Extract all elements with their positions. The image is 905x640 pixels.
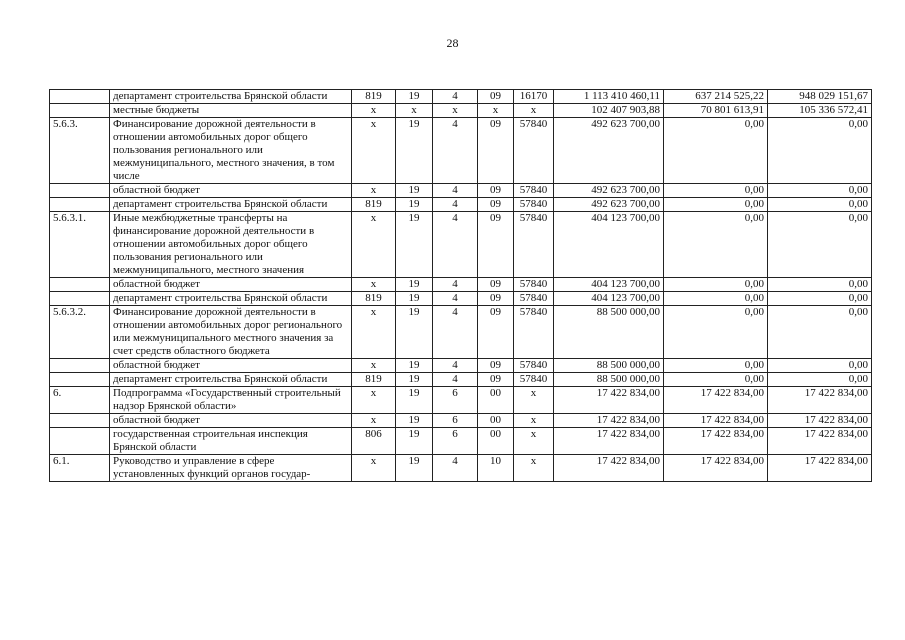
grbs-code-cell: х bbox=[352, 278, 396, 292]
grbs-code-cell: х bbox=[352, 455, 396, 482]
row-number-cell: 5.6.3.1. bbox=[50, 212, 110, 278]
subsection-code-cell: 4 bbox=[433, 278, 478, 292]
subprogram-code-cell: 00 bbox=[478, 428, 514, 455]
row-number-cell: 6.1. bbox=[50, 455, 110, 482]
subprogram-code-cell: 09 bbox=[478, 118, 514, 184]
amount-year-3-cell: 0,00 bbox=[768, 306, 872, 359]
section-code-cell: 19 bbox=[396, 359, 433, 373]
amount-year-2-cell: 0,00 bbox=[664, 278, 768, 292]
amount-year-3-cell: 0,00 bbox=[768, 198, 872, 212]
grbs-code-cell: х bbox=[352, 387, 396, 414]
amount-year-1-cell: 492 623 700,00 bbox=[554, 198, 664, 212]
amount-year-3-cell: 17 422 834,00 bbox=[768, 455, 872, 482]
table-row bbox=[50, 104, 872, 118]
amount-year-3-cell: 0,00 bbox=[768, 359, 872, 373]
row-number-cell bbox=[50, 278, 110, 292]
amount-year-1-cell: 88 500 000,00 bbox=[554, 359, 664, 373]
measure-code-cell: х bbox=[514, 414, 554, 428]
table-row bbox=[50, 292, 872, 306]
amount-year-1-cell: 17 422 834,00 bbox=[554, 414, 664, 428]
row-name-cell: областной бюджет bbox=[110, 414, 352, 428]
amount-year-3-cell: 0,00 bbox=[768, 373, 872, 387]
row-name-cell: местные бюджеты bbox=[110, 104, 352, 118]
subsection-code-cell: 4 bbox=[433, 198, 478, 212]
row-number-cell bbox=[50, 198, 110, 212]
table-row bbox=[50, 90, 872, 104]
measure-code-cell: х bbox=[514, 104, 554, 118]
measure-code-cell: 57840 bbox=[514, 278, 554, 292]
row-name-cell: областной бюджет bbox=[110, 278, 352, 292]
amount-year-3-cell: 105 336 572,41 bbox=[768, 104, 872, 118]
page-number: 28 bbox=[446, 36, 459, 50]
subsection-code-cell: 4 bbox=[433, 373, 478, 387]
table-row bbox=[50, 198, 872, 212]
measure-code-cell: 57840 bbox=[514, 359, 554, 373]
subsection-code-cell: 4 bbox=[433, 455, 478, 482]
section-code-cell: 19 bbox=[396, 292, 433, 306]
section-code-cell: 19 bbox=[396, 455, 433, 482]
subsection-code-cell: 4 bbox=[433, 212, 478, 278]
row-name-cell: Финансирование дорожной деятельности в отношении автомобильных дорог общего пользования регионального или межмуниципального, местного значения, в том числе bbox=[110, 118, 352, 184]
row-name-cell: Иные межбюджетные трансферты на финансирование дорожной деятельности в отношении автомобильных дорог общего пользования регионального или межмуниципального, местного значения bbox=[110, 212, 352, 278]
amount-year-2-cell: 0,00 bbox=[664, 292, 768, 306]
section-code-cell: 19 bbox=[396, 118, 433, 184]
subsection-code-cell: 4 bbox=[433, 118, 478, 184]
amount-year-2-cell: 0,00 bbox=[664, 184, 768, 198]
section-code-cell: х bbox=[396, 104, 433, 118]
section-code-cell: 19 bbox=[396, 387, 433, 414]
row-number-cell bbox=[50, 184, 110, 198]
row-number-cell bbox=[50, 414, 110, 428]
amount-year-1-cell: 88 500 000,00 bbox=[554, 306, 664, 359]
subprogram-code-cell: 09 bbox=[478, 278, 514, 292]
measure-code-cell: х bbox=[514, 455, 554, 482]
subsection-code-cell: 4 bbox=[433, 292, 478, 306]
section-code-cell: 19 bbox=[396, 90, 433, 104]
table-row bbox=[50, 306, 872, 359]
amount-year-1-cell: 88 500 000,00 bbox=[554, 373, 664, 387]
subsection-code-cell: 6 bbox=[433, 387, 478, 414]
grbs-code-cell: х bbox=[352, 359, 396, 373]
subsection-code-cell: 6 bbox=[433, 428, 478, 455]
amount-year-1-cell: 102 407 903,88 bbox=[554, 104, 664, 118]
row-name-cell: департамент строительства Брянской области bbox=[110, 90, 352, 104]
row-number-cell bbox=[50, 373, 110, 387]
amount-year-3-cell: 17 422 834,00 bbox=[768, 387, 872, 414]
row-name-cell: департамент строительства Брянской области bbox=[110, 198, 352, 212]
amount-year-2-cell: 0,00 bbox=[664, 373, 768, 387]
amount-year-1-cell: 404 123 700,00 bbox=[554, 292, 664, 306]
table-row bbox=[50, 428, 872, 455]
subsection-code-cell: 6 bbox=[433, 414, 478, 428]
subsection-code-cell: 4 bbox=[433, 306, 478, 359]
table-row bbox=[50, 278, 872, 292]
measure-code-cell: 16170 bbox=[514, 90, 554, 104]
amount-year-2-cell: 0,00 bbox=[664, 198, 768, 212]
section-code-cell: 19 bbox=[396, 278, 433, 292]
row-name-cell: областной бюджет bbox=[110, 359, 352, 373]
row-name-cell: департамент строительства Брянской области bbox=[110, 373, 352, 387]
amount-year-2-cell: 0,00 bbox=[664, 212, 768, 278]
row-number-cell bbox=[50, 428, 110, 455]
subprogram-code-cell: 09 bbox=[478, 184, 514, 198]
amount-year-2-cell: 0,00 bbox=[664, 118, 768, 184]
measure-code-cell: 57840 bbox=[514, 373, 554, 387]
grbs-code-cell: х bbox=[352, 118, 396, 184]
subprogram-code-cell: 09 bbox=[478, 306, 514, 359]
grbs-code-cell: 819 bbox=[352, 373, 396, 387]
table-row bbox=[50, 118, 872, 184]
amount-year-3-cell: 17 422 834,00 bbox=[768, 414, 872, 428]
measure-code-cell: х bbox=[514, 387, 554, 414]
row-name-cell: областной бюджет bbox=[110, 184, 352, 198]
amount-year-1-cell: 404 123 700,00 bbox=[554, 278, 664, 292]
row-number-cell bbox=[50, 104, 110, 118]
section-code-cell: 19 bbox=[396, 428, 433, 455]
table-row bbox=[50, 373, 872, 387]
subprogram-code-cell: 00 bbox=[478, 414, 514, 428]
subsection-code-cell: 4 bbox=[433, 184, 478, 198]
subprogram-code-cell: 09 bbox=[478, 198, 514, 212]
row-name-cell: департамент строительства Брянской области bbox=[110, 292, 352, 306]
amount-year-2-cell: 17 422 834,00 bbox=[664, 387, 768, 414]
grbs-code-cell: х bbox=[352, 104, 396, 118]
amount-year-1-cell: 17 422 834,00 bbox=[554, 428, 664, 455]
amount-year-1-cell: 17 422 834,00 bbox=[554, 387, 664, 414]
measure-code-cell: 57840 bbox=[514, 118, 554, 184]
grbs-code-cell: х bbox=[352, 414, 396, 428]
table-row bbox=[50, 414, 872, 428]
measure-code-cell: 57840 bbox=[514, 184, 554, 198]
grbs-code-cell: х bbox=[352, 306, 396, 359]
amount-year-1-cell: 492 623 700,00 bbox=[554, 184, 664, 198]
amount-year-1-cell: 17 422 834,00 bbox=[554, 455, 664, 482]
row-number-cell bbox=[50, 292, 110, 306]
section-code-cell: 19 bbox=[396, 414, 433, 428]
row-number-cell: 5.6.3. bbox=[50, 118, 110, 184]
amount-year-3-cell: 0,00 bbox=[768, 118, 872, 184]
amount-year-1-cell: 492 623 700,00 bbox=[554, 118, 664, 184]
grbs-code-cell: х bbox=[352, 212, 396, 278]
amount-year-2-cell: 637 214 525,22 bbox=[664, 90, 768, 104]
subprogram-code-cell: 09 bbox=[478, 359, 514, 373]
grbs-code-cell: 819 bbox=[352, 90, 396, 104]
amount-year-2-cell: 17 422 834,00 bbox=[664, 455, 768, 482]
row-name-cell: государственная строительная инспекция Брянской области bbox=[110, 428, 352, 455]
amount-year-3-cell: 0,00 bbox=[768, 184, 872, 198]
row-number-cell bbox=[50, 90, 110, 104]
grbs-code-cell: 819 bbox=[352, 198, 396, 212]
amount-year-3-cell: 0,00 bbox=[768, 212, 872, 278]
amount-year-3-cell: 0,00 bbox=[768, 292, 872, 306]
grbs-code-cell: 806 bbox=[352, 428, 396, 455]
subsection-code-cell: 4 bbox=[433, 359, 478, 373]
row-number-cell: 6. bbox=[50, 387, 110, 414]
row-name-cell: Руководство и управление в сфере установленных функций органов государ- bbox=[110, 455, 352, 482]
budget-table-body bbox=[50, 90, 872, 482]
budget-table bbox=[49, 89, 872, 482]
subprogram-code-cell: 00 bbox=[478, 387, 514, 414]
measure-code-cell: 57840 bbox=[514, 198, 554, 212]
section-code-cell: 19 bbox=[396, 184, 433, 198]
amount-year-2-cell: 70 801 613,91 bbox=[664, 104, 768, 118]
subprogram-code-cell: 09 bbox=[478, 212, 514, 278]
subprogram-code-cell: 09 bbox=[478, 373, 514, 387]
table-row bbox=[50, 455, 872, 482]
row-number-cell bbox=[50, 359, 110, 373]
section-code-cell: 19 bbox=[396, 373, 433, 387]
subprogram-code-cell: х bbox=[478, 104, 514, 118]
row-number-cell: 5.6.3.2. bbox=[50, 306, 110, 359]
subprogram-code-cell: 09 bbox=[478, 90, 514, 104]
section-code-cell: 19 bbox=[396, 198, 433, 212]
table-row bbox=[50, 184, 872, 198]
subprogram-code-cell: 10 bbox=[478, 455, 514, 482]
amount-year-3-cell: 0,00 bbox=[768, 278, 872, 292]
subsection-code-cell: х bbox=[433, 104, 478, 118]
amount-year-2-cell: 17 422 834,00 bbox=[664, 428, 768, 455]
section-code-cell: 19 bbox=[396, 306, 433, 359]
section-code-cell: 19 bbox=[396, 212, 433, 278]
grbs-code-cell: х bbox=[352, 184, 396, 198]
table-row bbox=[50, 212, 872, 278]
amount-year-1-cell: 404 123 700,00 bbox=[554, 212, 664, 278]
grbs-code-cell: 819 bbox=[352, 292, 396, 306]
amount-year-2-cell: 0,00 bbox=[664, 306, 768, 359]
row-name-cell: Финансирование дорожной деятельности в отношении автомобильных дорог регионального или межмуниципального местного значения за счет средств областного бюджета bbox=[110, 306, 352, 359]
measure-code-cell: 57840 bbox=[514, 306, 554, 359]
subprogram-code-cell: 09 bbox=[478, 292, 514, 306]
table-row bbox=[50, 359, 872, 373]
amount-year-3-cell: 948 029 151,67 bbox=[768, 90, 872, 104]
amount-year-1-cell: 1 113 410 460,11 bbox=[554, 90, 664, 104]
amount-year-2-cell: 17 422 834,00 bbox=[664, 414, 768, 428]
table-row bbox=[50, 387, 872, 414]
amount-year-2-cell: 0,00 bbox=[664, 359, 768, 373]
measure-code-cell: х bbox=[514, 428, 554, 455]
measure-code-cell: 57840 bbox=[514, 292, 554, 306]
amount-year-3-cell: 17 422 834,00 bbox=[768, 428, 872, 455]
row-name-cell: Подпрограмма «Государственный строительный надзор Брянской области» bbox=[110, 387, 352, 414]
measure-code-cell: 57840 bbox=[514, 212, 554, 278]
subsection-code-cell: 4 bbox=[433, 90, 478, 104]
